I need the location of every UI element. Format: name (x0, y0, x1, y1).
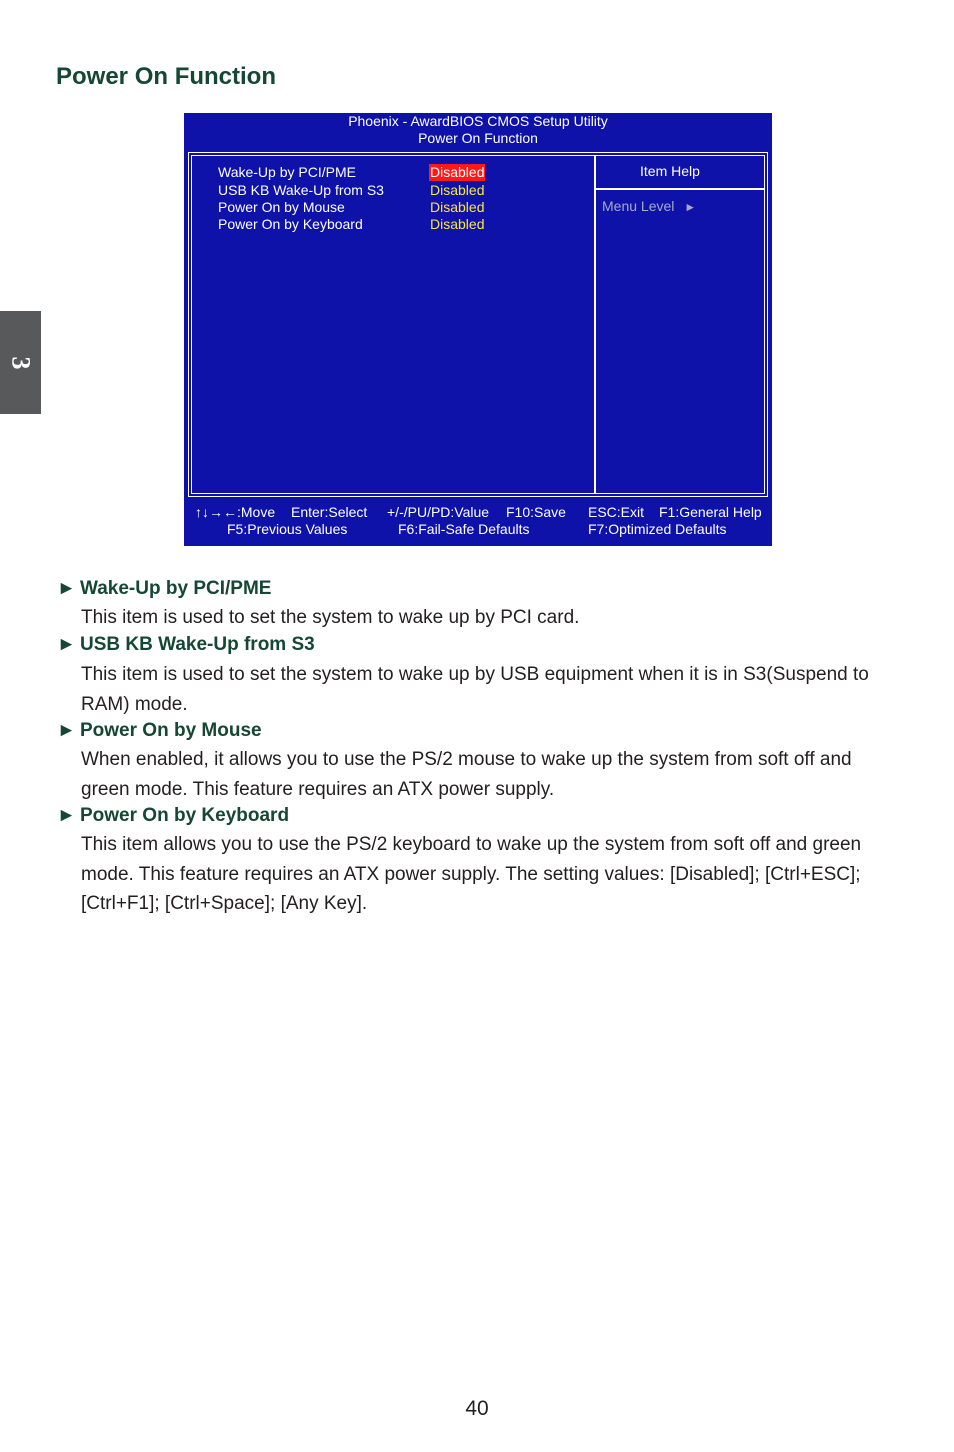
section-body-power-on-mouse: When enabled, it allows you to use the PS/2 mouse to wake up the system from soft off and green mode. This feature requires an ATX power supply. (81, 749, 852, 800)
bios-frame-inner (191, 155, 765, 494)
key-f10-save: F10:Save (506, 504, 566, 520)
menu-level (602, 198, 696, 214)
key-f7-optimized: F7:Optimized Defaults (588, 521, 727, 537)
section-heading-usb-kb-wake-up: ► USB KB Wake-Up from S3 (57, 634, 315, 655)
section-body-power-on-keyboard: This item allows you to use the PS/2 keyboard to wake up the system from soft off and green mode. This feature requires an ATX power supply. The setting values: [Disabled]; [Ctrl+ESC]; [Ctrl+F1]; [Ctrl+Space]; [Any Key]. (81, 834, 862, 914)
right-triangle-icon: ► (684, 200, 697, 214)
key-f1-help: F1:General Help (659, 504, 762, 520)
section-heading-wake-up-pci-pme: ► Wake-Up by PCI/PME (57, 578, 272, 599)
option-power-on-keyboard[interactable]: Power On by Keyboard (218, 216, 363, 232)
option-value-power-on-mouse[interactable]: Disabled (430, 199, 485, 215)
bios-header-subtitle: Power On Function (418, 130, 538, 146)
chapter-number: 3 (6, 356, 36, 369)
help-divider (596, 188, 764, 190)
option-power-on-mouse[interactable]: Power On by Mouse (218, 199, 345, 215)
key-value: +/-/PU/PD:Value (387, 504, 490, 520)
panel-divider (594, 156, 596, 493)
key-f5-previous: F5:Previous Values (227, 521, 348, 537)
section-body-wake-up-pci-pme: This item is used to set the system to wake up by PCI card. (81, 607, 580, 628)
right-triangle-icon: ► (57, 634, 76, 655)
page-number: 40 (465, 1397, 489, 1420)
key-enter-select: Enter:Select (291, 504, 368, 520)
right-triangle-icon: ► (57, 720, 76, 741)
menu-level-label: Menu Level (602, 198, 675, 214)
right-triangle-icon: ► (57, 805, 76, 826)
bios-screen (184, 113, 772, 546)
key-f6-failsafe: F6:Fail-Safe Defaults (398, 521, 530, 537)
item-help-title: Item Help (640, 163, 700, 179)
bios-frame (188, 152, 768, 497)
option-usb-kb-wake-up[interactable]: USB KB Wake-Up from S3 (218, 182, 384, 198)
option-value-power-on-keyboard[interactable]: Disabled (430, 216, 485, 232)
page-title: Power On Function (56, 63, 276, 90)
chapter-tab (0, 311, 41, 414)
option-value-wake-up-pci-pme[interactable]: Disabled (430, 164, 485, 180)
key-move: ↑↓→←:Move (195, 504, 276, 520)
option-value-usb-kb-wake-up[interactable]: Disabled (430, 182, 485, 198)
bios-header-title: Phoenix - AwardBIOS CMOS Setup Utility (348, 113, 608, 129)
section-heading-power-on-keyboard: ► Power On by Keyboard (57, 805, 290, 826)
section-heading-power-on-mouse: ► Power On by Mouse (57, 720, 262, 741)
right-triangle-icon: ► (57, 578, 76, 599)
bios-header (184, 113, 772, 147)
option-wake-up-pci-pme[interactable]: Wake-Up by PCI/PME (218, 164, 356, 180)
section-body-usb-kb-wake-up: This item is used to set the system to wake up by USB equipment when it is in S3(Suspend to RAM) mode. (81, 664, 869, 715)
key-esc-exit: ESC:Exit (588, 504, 645, 520)
